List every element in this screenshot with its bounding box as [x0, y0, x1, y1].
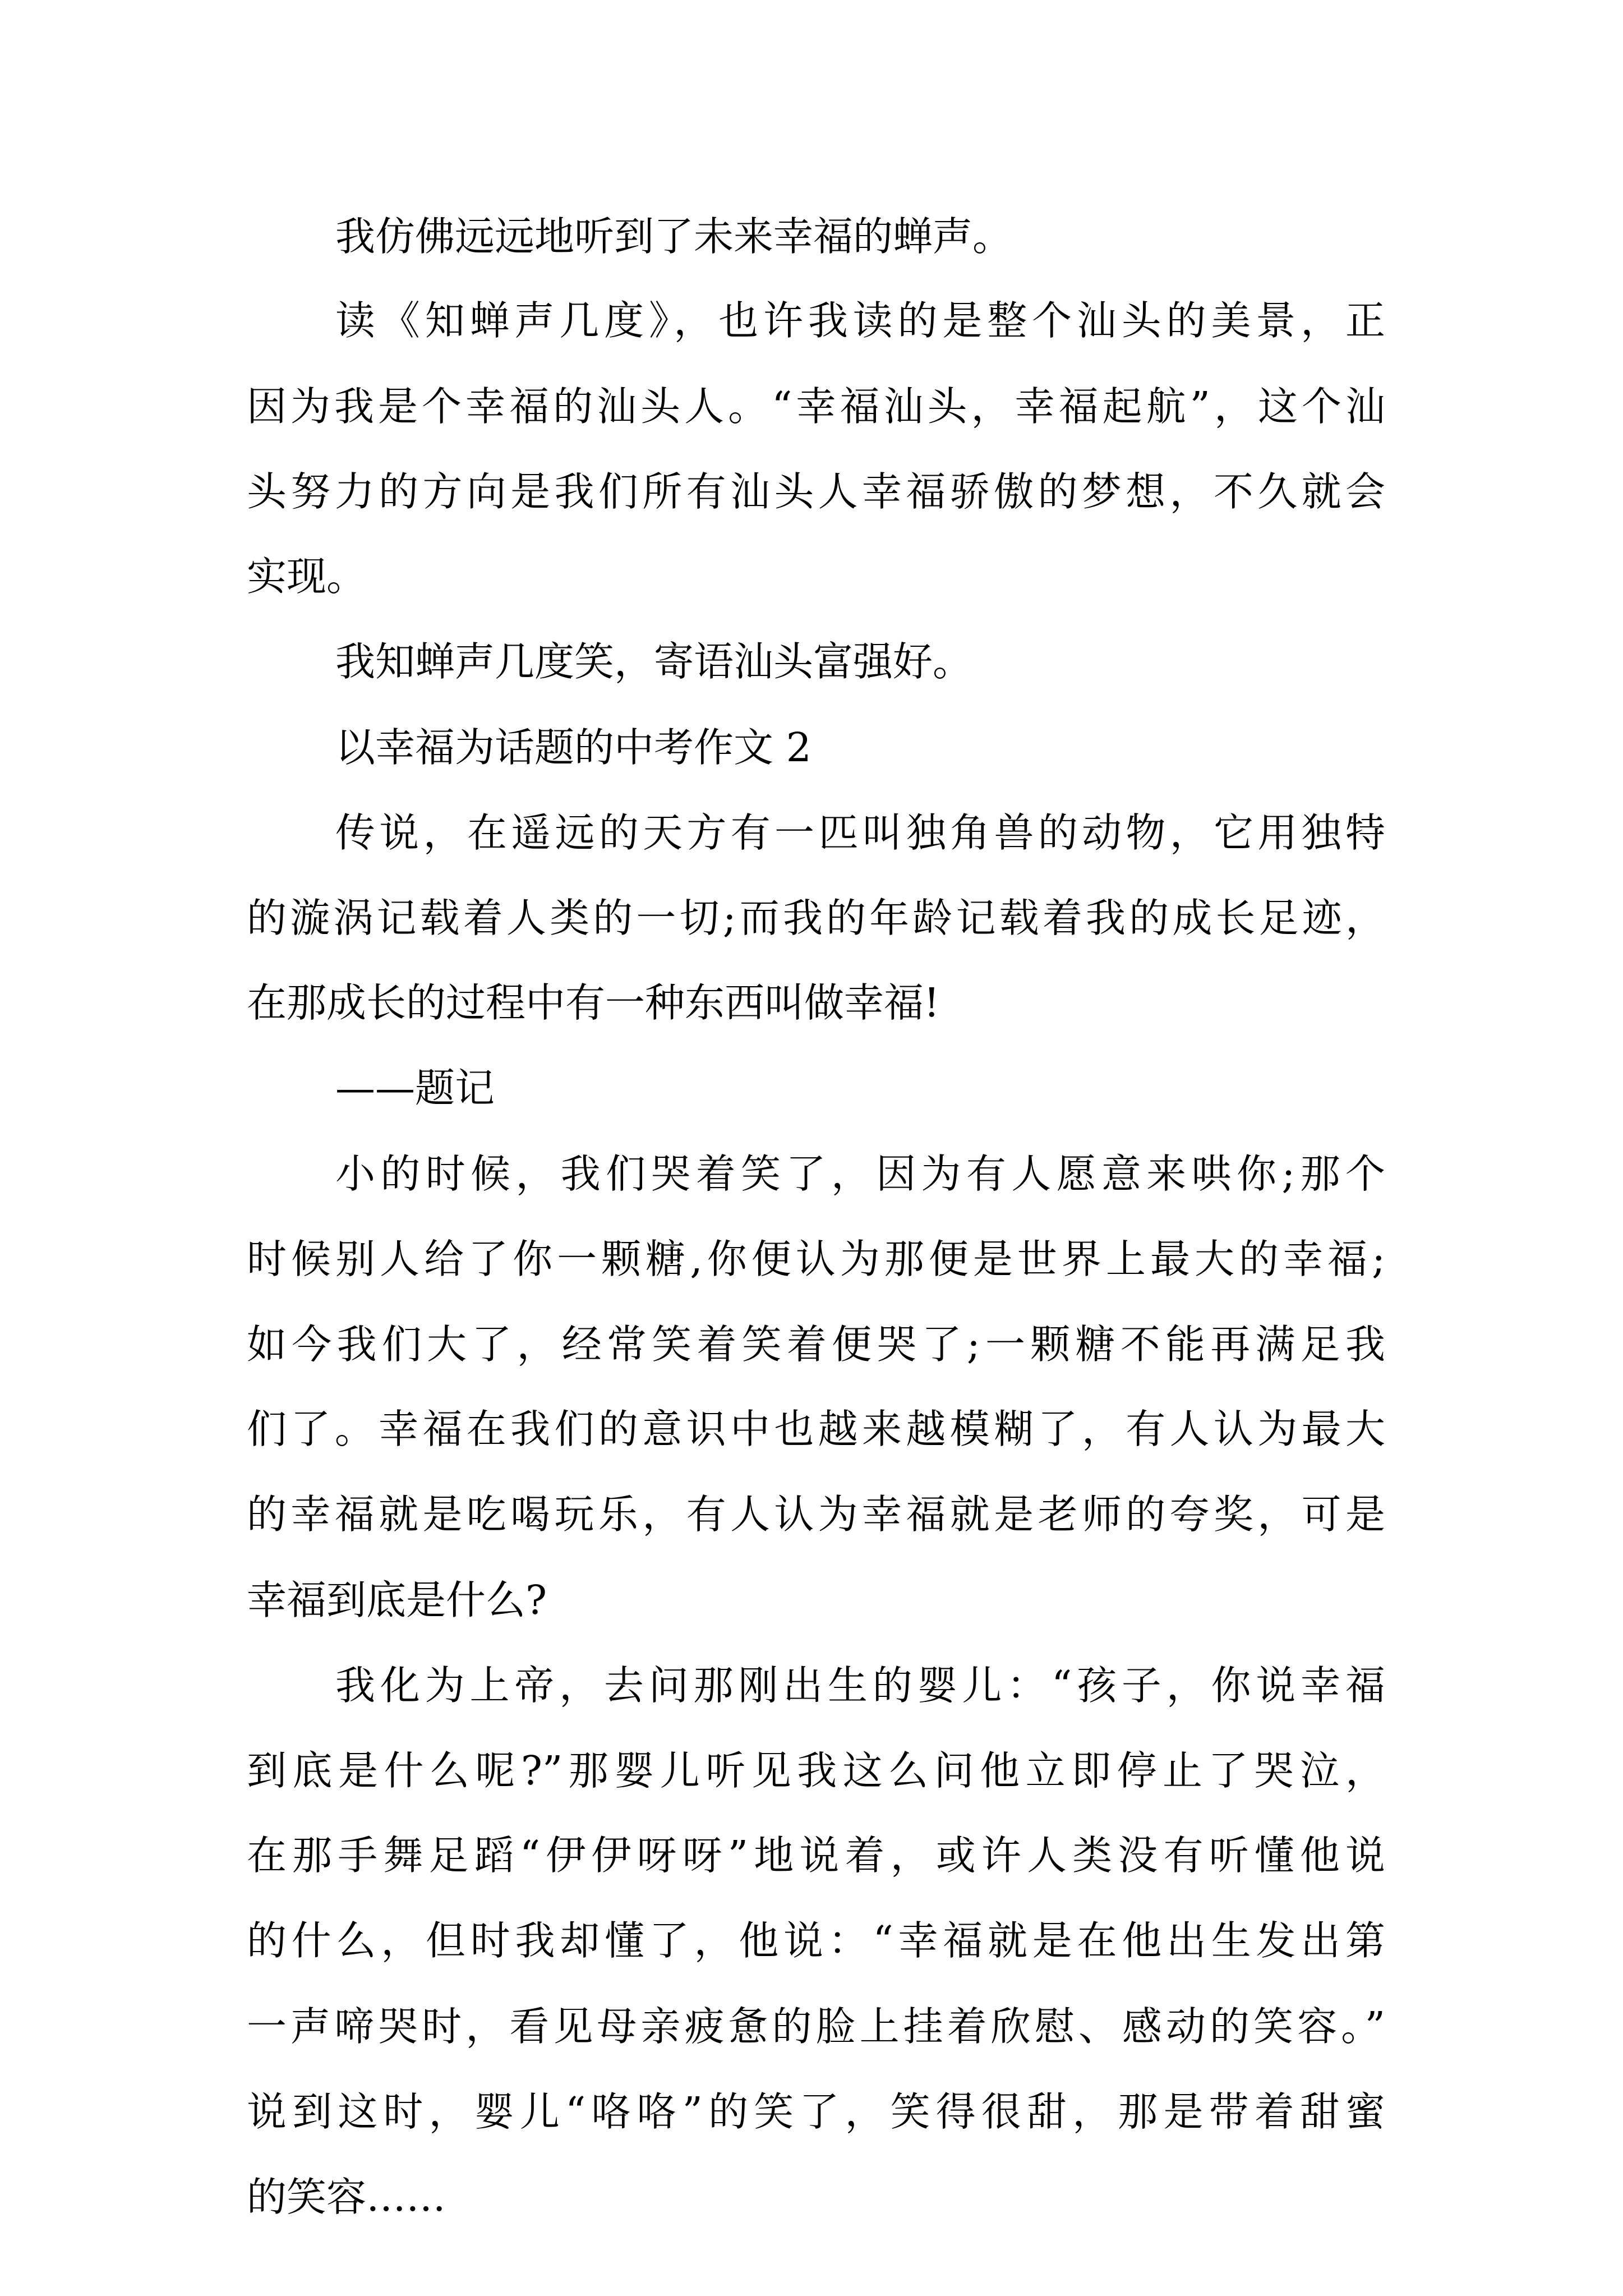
paragraph-line: 头努力的方向是我们所有汕头人幸福骄傲的梦想，不久就会: [247, 468, 1385, 515]
paragraph-line: 我知蝉声几度笑，寄语汕头富强好。: [335, 638, 973, 685]
section-heading: 以幸福为话题的中考作文 2: [335, 724, 811, 771]
epigraph-note: ——题记: [335, 1065, 495, 1111]
paragraph-line: 传说，在遥远的天方有一匹叫独角兽的动物，它用独特: [335, 809, 1385, 856]
paragraph-line: 实现。: [247, 553, 367, 600]
paragraph-line: 的幸福就是吃喝玩乐，有人认为幸福就是老师的夸奖，可是: [247, 1491, 1385, 1538]
paragraph-line: 的漩涡记载着人类的一切;而我的年龄记载着我的成长足迹，: [247, 895, 1385, 941]
paragraph-line: 到底是什么呢?”那婴儿听见我这么问他立即停止了哭泣，: [247, 1747, 1385, 1794]
paragraph-line: 说到这时，婴儿“咯咯”的笑了，笑得很甜，那是带着甜蜜: [247, 2088, 1385, 2135]
paragraph-line: 因为我是个幸福的汕头人。“幸福汕头，幸福起航”，这个汕: [247, 383, 1385, 430]
paragraph-line: 我仿佛远远地听到了未来幸福的蝉声。: [335, 213, 1013, 260]
paragraph-line: 时候别人给了你一颗糖,你便认为那便是世界上最大的幸福;: [247, 1236, 1385, 1282]
paragraph-line: 读《知蝉声几度》，也许我读的是整个汕头的美景，正: [335, 297, 1385, 344]
paragraph-line: 在那成长的过程中有一种东西叫做幸福!: [247, 979, 940, 1026]
paragraph-line: 的什么，但时我却懂了，他说：“幸福就是在他出生发出第: [247, 1917, 1385, 1964]
paragraph-line: 如今我们大了，经常笑着笑着便哭了;一颗糖不能再满足我: [247, 1321, 1385, 1368]
paragraph-line: 们了。幸福在我们的意识中也越来越模糊了，有人认为最大: [247, 1406, 1385, 1452]
paragraph-line: 一声啼哭时，看见母亲疲惫的脸上挂着欣慰、感动的笑容。”: [247, 2003, 1385, 2050]
paragraph-line: 小的时候，我们哭着笑了，因为有人愿意来哄你;那个: [335, 1151, 1385, 1197]
paragraph-line: 的笑容……: [247, 2174, 446, 2220]
paragraph-line: 在那手舞足蹈“伊伊呀呀”地说着，或许人类没有听懂他说: [247, 1832, 1385, 1879]
paragraph-line: 幸福到底是什么?: [247, 1577, 547, 1623]
paragraph-line: 我化为上帝，去问那刚出生的婴儿：“孩子，你说幸福: [335, 1662, 1385, 1709]
